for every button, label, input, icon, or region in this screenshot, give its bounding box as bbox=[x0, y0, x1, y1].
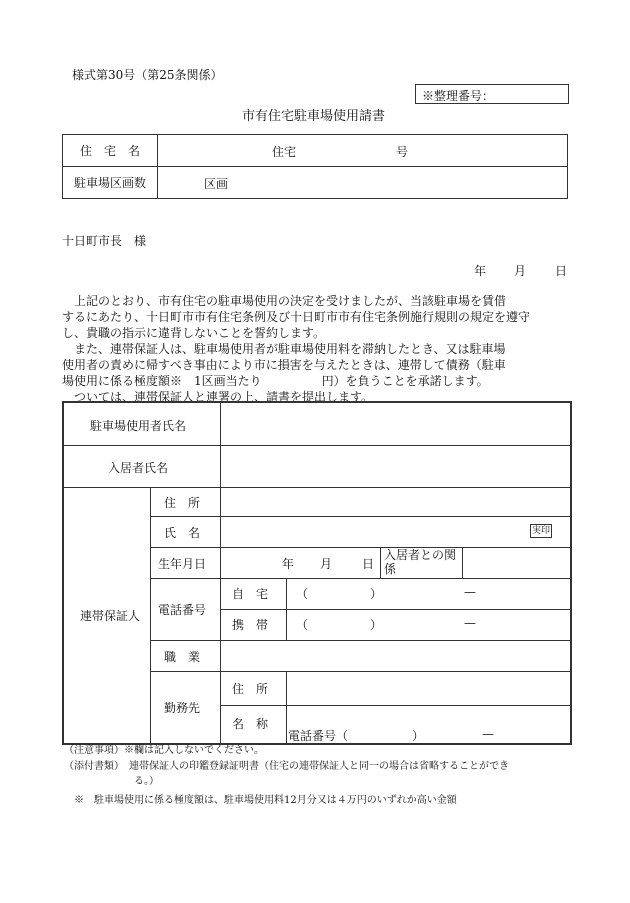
address-field[interactable] bbox=[222, 489, 568, 515]
work-name-label: 名 称 bbox=[232, 717, 269, 731]
body-line: 場使用に係る極度額※ 1区画当たり 円）を負うことを承諾します。 bbox=[62, 374, 489, 388]
note-attachment-cont: る。） bbox=[134, 776, 159, 787]
name-label: 氏 名 bbox=[164, 526, 201, 540]
home-dash: — bbox=[464, 585, 476, 599]
date-month: 月 bbox=[514, 264, 527, 278]
mobile-paren-open: （ bbox=[296, 618, 309, 632]
body-text bbox=[62, 293, 570, 405]
house-name-field[interactable] bbox=[158, 135, 568, 167]
mobile-paren-close: ） bbox=[370, 618, 383, 632]
birth-day: 日 bbox=[362, 557, 375, 571]
page-title: 市有住宅駐車場使用請書 bbox=[242, 109, 386, 124]
date-day: 日 bbox=[555, 264, 568, 278]
work-address-label: 住 所 bbox=[232, 682, 269, 696]
user-name-label: 駐車場使用者氏名 bbox=[90, 419, 187, 433]
body-line: ついては、連帯保証人と連署の上、請書を提出します。 bbox=[74, 390, 374, 404]
body-line: するにあたり、十日町市市有住宅条例及び十日町市市有住宅条例施行規則の規定を遵守 bbox=[62, 310, 531, 324]
house-name-label: 住 宅 名 bbox=[63, 135, 158, 167]
seiri-bango-box bbox=[415, 84, 569, 104]
main-table bbox=[62, 401, 572, 745]
mobile-dash: — bbox=[464, 616, 476, 630]
form-label: 様式第30号（第25条関係） bbox=[72, 68, 223, 82]
date-year: 年 bbox=[474, 264, 487, 278]
user-name-field[interactable] bbox=[222, 405, 568, 443]
home-label: 自 宅 bbox=[232, 587, 269, 601]
guarantor-label: 連帯保証人 bbox=[80, 609, 141, 623]
note-attachment: （添付書類） 連帯保証人の印鑑登録証明書（住宅の連帯保証人と同一の場合は省略することができ bbox=[64, 761, 509, 772]
work-phone-paren-close: ） bbox=[412, 729, 425, 743]
name-field[interactable] bbox=[222, 518, 522, 546]
top-table bbox=[62, 134, 568, 199]
job-label: 職 業 bbox=[164, 650, 201, 664]
relation-label: 入居者との関係 bbox=[384, 548, 457, 576]
parking-count-unit: 区画 bbox=[204, 177, 229, 191]
note-caution: （注意事項）※欄は記入しないでください。 bbox=[64, 745, 264, 756]
body-line: 上記のとおり、市有住宅の駐車場使用の決定を受けましたが、当該駐車場を賃借 bbox=[74, 294, 507, 308]
body-line: し、貴職の指示に違背しないことを誓約します。 bbox=[62, 326, 326, 340]
house-name-suffix: 住宅 bbox=[272, 145, 297, 159]
work-label: 勤務先 bbox=[164, 701, 201, 715]
home-paren-open: （ bbox=[296, 587, 309, 601]
job-field[interactable] bbox=[222, 642, 568, 670]
body-line: 使用者の責めに帰すべき事由により市に損害を与えたときは、連帯して債務（駐車 bbox=[62, 358, 506, 372]
work-phone-dash: — bbox=[482, 727, 494, 741]
note-limit: ※ 駐車場使用に係る極度額は、駐車場使用料12月分又は４万円のいずれか高い金額 bbox=[74, 795, 457, 806]
seiri-bango-label: ※整理番号： bbox=[422, 89, 495, 103]
birth-label: 生年月日 bbox=[158, 557, 207, 571]
phone-label: 電話番号 bbox=[158, 603, 207, 617]
seal-mark: 実印 bbox=[532, 526, 551, 536]
home-paren-close: ） bbox=[370, 587, 383, 601]
resident-name-label: 入居者氏名 bbox=[108, 461, 169, 475]
mobile-label: 携 帯 bbox=[232, 618, 269, 632]
birth-month: 月 bbox=[320, 557, 333, 571]
addressee: 十日町市長 様 bbox=[62, 234, 147, 248]
work-phone-label: 電話番号（ bbox=[288, 729, 349, 743]
relation-field[interactable] bbox=[464, 549, 568, 577]
resident-name-field[interactable] bbox=[222, 447, 568, 485]
birth-year: 年 bbox=[282, 557, 295, 571]
parking-count-field[interactable] bbox=[158, 167, 568, 199]
address-label: 住 所 bbox=[164, 496, 201, 510]
body-line: また、連帯保証人は、駐車場使用者が駐車場使用料を滞納したとき、又は駐車場 bbox=[74, 342, 506, 356]
parking-count-label: 駐車場区画数 bbox=[63, 167, 158, 199]
room-number-suffix: 号 bbox=[396, 145, 409, 159]
